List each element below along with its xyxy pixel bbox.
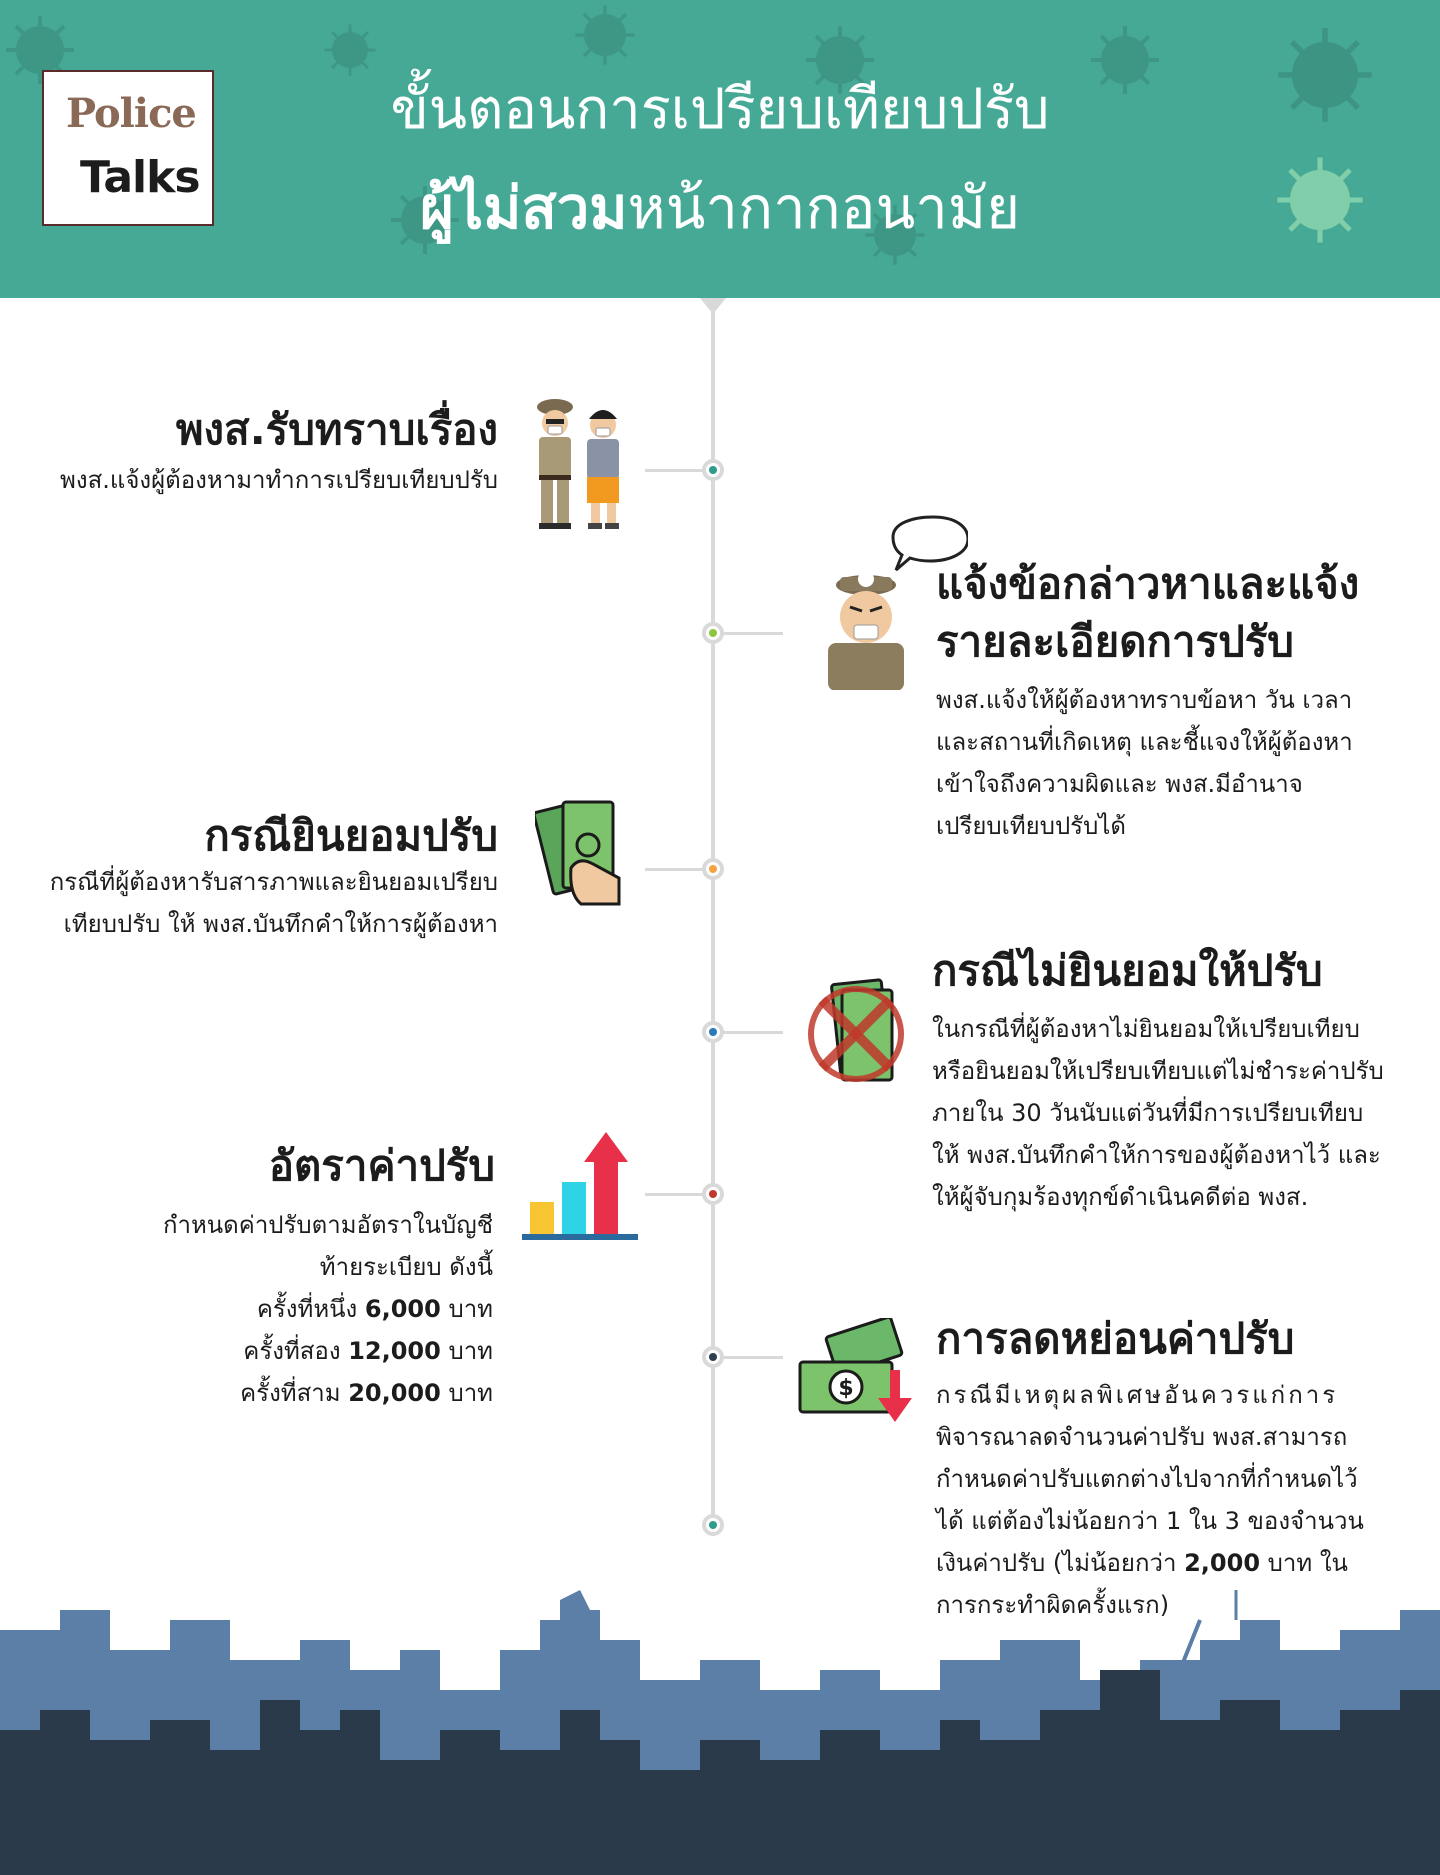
rate-unit: บาท (448, 1379, 493, 1407)
step6-text-l5-pre: เงินค่าปรับ (ไม่น้อยกว่า (936, 1549, 1185, 1577)
step3-text-line-2: เทียบปรับ ให้ พงส.บันทึกคำให้การผู้ต้องหา (63, 910, 498, 938)
step4-heading: กรณีไม่ยินยอมให้ปรับ (932, 946, 1323, 995)
step4-text-line-1: ในกรณีที่ผู้ต้องหาไม่ยินยอมให้เปรียบเทียบ (932, 1015, 1360, 1043)
rate-label: ครั้งที่หนึ่ง (256, 1295, 358, 1323)
step2-text-line-4: เปรียบเทียบปรับได้ (936, 812, 1126, 840)
page-title-line-2 (300, 168, 1140, 248)
title-bold-part: ผู้ไม่สวม (419, 174, 628, 242)
svg-text:$: $ (838, 1376, 854, 1401)
logo-line-2: Talks (80, 152, 200, 203)
timeline-arrow-top (700, 298, 726, 314)
step5-heading: อัตราค่าปรับ (268, 1141, 495, 1190)
step6-heading: การลดหย่อนค่าปรับ (936, 1314, 1295, 1363)
rate-amount: 12,000 (348, 1337, 441, 1365)
rate-label: ครั้งที่สาม (240, 1379, 341, 1407)
step2-text-line-1: พงส.แจ้งให้ผู้ต้องหาทราบข้อหา วัน เวลา (936, 686, 1353, 714)
step6-text-line-3: กำหนดค่าปรับแตกต่างไปจากที่กำหนดไว้ (936, 1465, 1358, 1493)
header-banner (0, 0, 1440, 298)
money-crossed-icon (806, 978, 906, 1088)
timeline-dot (702, 459, 724, 481)
step2-heading-line-1: แจ้งข้อกล่าวหาและแจ้ง (936, 559, 1360, 608)
timeline-dot (702, 858, 724, 880)
timeline-dot (702, 622, 724, 644)
step6-text-l5-post: บาท ใน (1260, 1549, 1348, 1577)
officer-and-citizen-icon (525, 395, 630, 535)
rate-unit: บาท (448, 1337, 493, 1365)
step4-text-line-4: ให้ พงส.บันทึกคำให้การของผู้ต้องหาไว้ และ (932, 1141, 1381, 1169)
bar-chart-up-icon (522, 1130, 640, 1244)
step4-text-line-5: ให้ผู้จับกุมร้องทุกข์ดำเนินคดีต่อ พงส. (932, 1183, 1309, 1211)
timeline-dot (702, 1183, 724, 1205)
rate-amount: 6,000 (364, 1295, 441, 1323)
virus-icon (1270, 20, 1380, 130)
virus-icon (570, 0, 640, 70)
timeline-dot (702, 1346, 724, 1368)
rate-unit: บาท (448, 1295, 493, 1323)
virus-icon (1270, 150, 1370, 250)
step6-text-l5-bold: 2,000 (1184, 1549, 1261, 1577)
title-rest-part: หน้ากากอนามัย (627, 174, 1021, 242)
money-in-hand-icon (535, 798, 625, 908)
rate-row-2 (80, 1330, 493, 1372)
step6-text-line-6: การกระทำผิดครั้งแรก) (936, 1591, 1170, 1619)
timeline-dot (702, 1514, 724, 1536)
step4-text-line-3: ภายใน 30 วันนับแต่วันที่มีการเปรียบเทียบ (932, 1099, 1364, 1127)
step1-heading: พงส.รับทราบเรื่อง (175, 405, 498, 454)
step2-text-line-2: และสถานที่เกิดเหตุ และชี้แจงให้ผู้ต้องหา (936, 728, 1353, 756)
rate-label: ครั้งที่สอง (243, 1337, 341, 1365)
step2-text-line-3: เข้าใจถึงความผิดและ พงส.มีอำนาจ (936, 770, 1303, 798)
page-title-line-1: ขั้นตอนการเปรียบเทียบปรับ (390, 77, 1050, 142)
money-down-icon (796, 1318, 924, 1434)
step2-heading-line-2: รายละเอียดการปรับ (936, 617, 1294, 666)
step4-text-line-2: หรือยินยอมให้เปรียบเทียบแต่ไม่ชำระค่าปรับ (932, 1057, 1384, 1085)
step6-text-line-1: กรณีมีเหตุผลพิเศษอันควรแก่การ (936, 1381, 1339, 1409)
step5-text-line-2: ท้ายระเบียบ ดังนี้ (319, 1253, 493, 1281)
step6-text-line-4: ได้ แต่ต้องไม่น้อยกว่า 1 ใน 3 ของจำนวน (936, 1507, 1364, 1535)
rate-row-3 (80, 1372, 493, 1414)
timeline-dot (702, 1021, 724, 1043)
police-talks-logo (42, 70, 214, 226)
step5-text-line-1: กำหนดค่าปรับตามอัตราในบัญชี (162, 1211, 493, 1239)
rate-row-1 (80, 1288, 493, 1330)
logo-line-1: Police (66, 90, 196, 137)
step3-text-line-1: กรณีที่ผู้ต้องหารับสารภาพและยินยอมเปรียบ (49, 868, 498, 896)
step6-text-line-5 (936, 1542, 1376, 1584)
step3-heading: กรณียินยอมปรับ (204, 811, 498, 860)
rate-amount: 20,000 (348, 1379, 441, 1407)
step6-text-line-2: พิจารณาลดจำนวนค่าปรับ พงส.สามารถ (936, 1423, 1348, 1451)
city-skyline (0, 1590, 1440, 1875)
step1-text: พงส.แจ้งผู้ต้องหามาทำการเปรียบเทียบปรับ (60, 466, 498, 494)
